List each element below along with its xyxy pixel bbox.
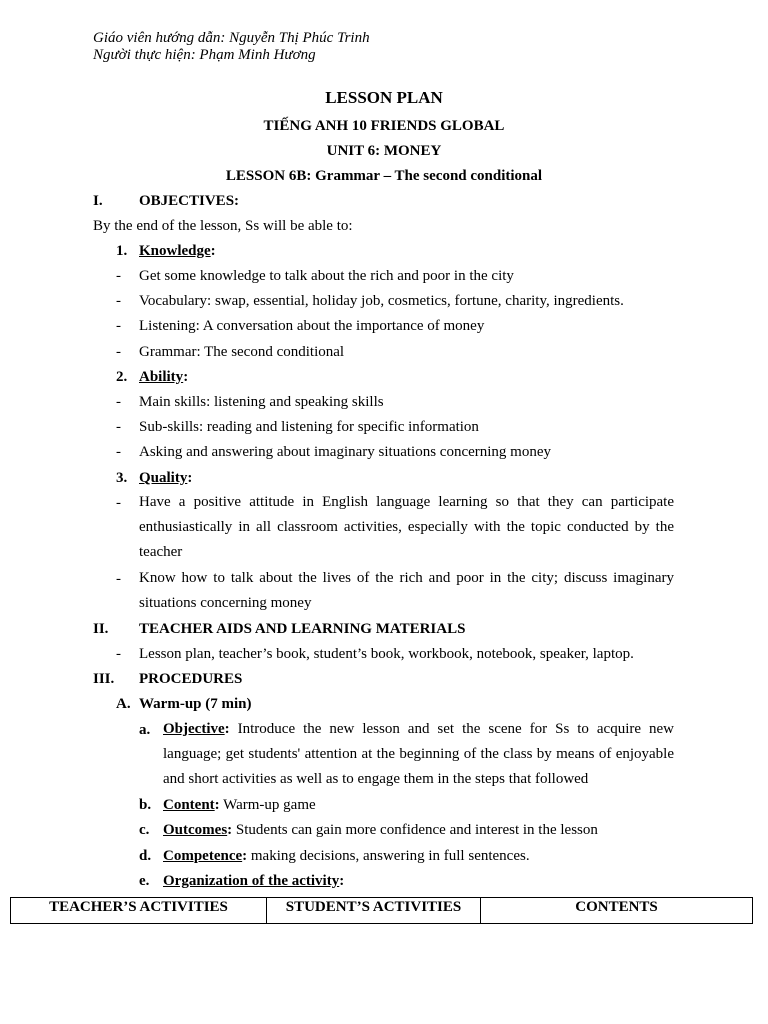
item-letter: e.	[139, 873, 150, 889]
section-number: II.	[93, 621, 109, 637]
subsection-number: 1.	[116, 243, 128, 259]
section-heading-objectives: OBJECTIVES:	[139, 193, 240, 209]
bullet-dash: -	[116, 571, 121, 587]
warmup-heading: Warm-up (7 min)	[139, 696, 252, 712]
section-number: I.	[93, 193, 103, 209]
bullet-dash: -	[116, 646, 121, 662]
warmup-competence: Competence: making decisions, answering in full sentences.	[163, 848, 530, 864]
bullet-dash: -	[116, 318, 121, 334]
warmup-objective: Objective: Introduce the new lesson and set the scene for Ss to acquire new language; get students' attention at the beginning of the class by means of enjoyable and short activities as well as to engage them in the steps that followed	[163, 721, 675, 787]
bullet-dash: -	[116, 394, 121, 410]
bullet-dash: -	[116, 444, 121, 460]
warmup-outcomes: Outcomes: Students can gain more confidence and interest in the lesson	[163, 822, 598, 838]
bullet-dash: -	[116, 419, 121, 435]
list-item: Sub-skills: reading and listening for specific information	[139, 419, 479, 435]
objectives-intro: By the end of the lesson, Ss will be able to:	[93, 218, 353, 234]
bullet-dash: -	[116, 495, 121, 511]
list-item: Vocabulary: swap, essential, holiday job, cosmetics, fortune, charity, ingredients.	[139, 293, 624, 309]
section-heading-aids: TEACHER AIDS AND LEARNING MATERIALS	[139, 621, 466, 637]
page-title: LESSON PLAN	[325, 88, 443, 107]
list-item: Know how to talk about the lives of the rich and poor in the city; discuss imaginary situations concerning money	[139, 570, 674, 611]
unit-title: UNIT 6: MONEY	[326, 143, 442, 159]
subsection-letter: A.	[116, 696, 131, 712]
item-letter: a.	[139, 722, 151, 738]
subsection-heading-knowledge: Knowledge:	[139, 243, 216, 259]
table-header-student: STUDENT’S ACTIVITIES	[267, 898, 481, 924]
activities-table	[10, 897, 753, 924]
list-item: Listening: A conversation about the importance of money	[139, 318, 485, 334]
table-header-contents: CONTENTS	[481, 898, 753, 924]
author-line: Người thực hiện: Phạm Minh Hương	[93, 47, 316, 63]
subsection-number: 2.	[116, 369, 128, 385]
subsection-heading-ability: Ability:	[139, 369, 189, 385]
list-item: Grammar: The second conditional	[139, 344, 345, 360]
subsection-number: 3.	[116, 470, 128, 486]
section-heading-procedures: PROCEDURES	[139, 671, 243, 687]
subsection-heading-quality: Quality:	[139, 470, 193, 486]
warmup-organization: Organization of the activity:	[163, 873, 345, 889]
list-item: Get some knowledge to talk about the rich and poor in the city	[139, 268, 514, 284]
table-header-teacher: TEACHER’S ACTIVITIES	[11, 898, 267, 924]
section-number: III.	[93, 671, 115, 687]
lesson-title: LESSON 6B: Grammar – The second conditional	[225, 168, 543, 184]
warmup-content: Content: Warm-up game	[163, 797, 316, 813]
list-item: Lesson plan, teacher’s book, student’s book, workbook, notebook, speaker, laptop.	[139, 646, 634, 662]
instructor-line: Giáo viên hướng dẫn: Nguyễn Thị Phúc Trinh	[93, 30, 370, 46]
list-item: Main skills: listening and speaking skills	[139, 394, 384, 410]
bullet-dash: -	[116, 344, 121, 360]
list-item: Have a positive attitude in English language learning so that they can participate enthusiastically in all classroom activities, especially with the topic conducted by the teacher	[139, 494, 674, 560]
item-letter: d.	[139, 848, 152, 864]
item-letter: b.	[139, 797, 152, 813]
course-title: TIẾNG ANH 10 FRIENDS GLOBAL	[263, 118, 505, 134]
bullet-dash: -	[116, 268, 121, 284]
bullet-dash: -	[116, 293, 121, 309]
item-letter: c.	[139, 822, 150, 838]
table-header-row	[11, 898, 753, 924]
list-item: Asking and answering about imaginary situations concerning money	[139, 444, 551, 460]
